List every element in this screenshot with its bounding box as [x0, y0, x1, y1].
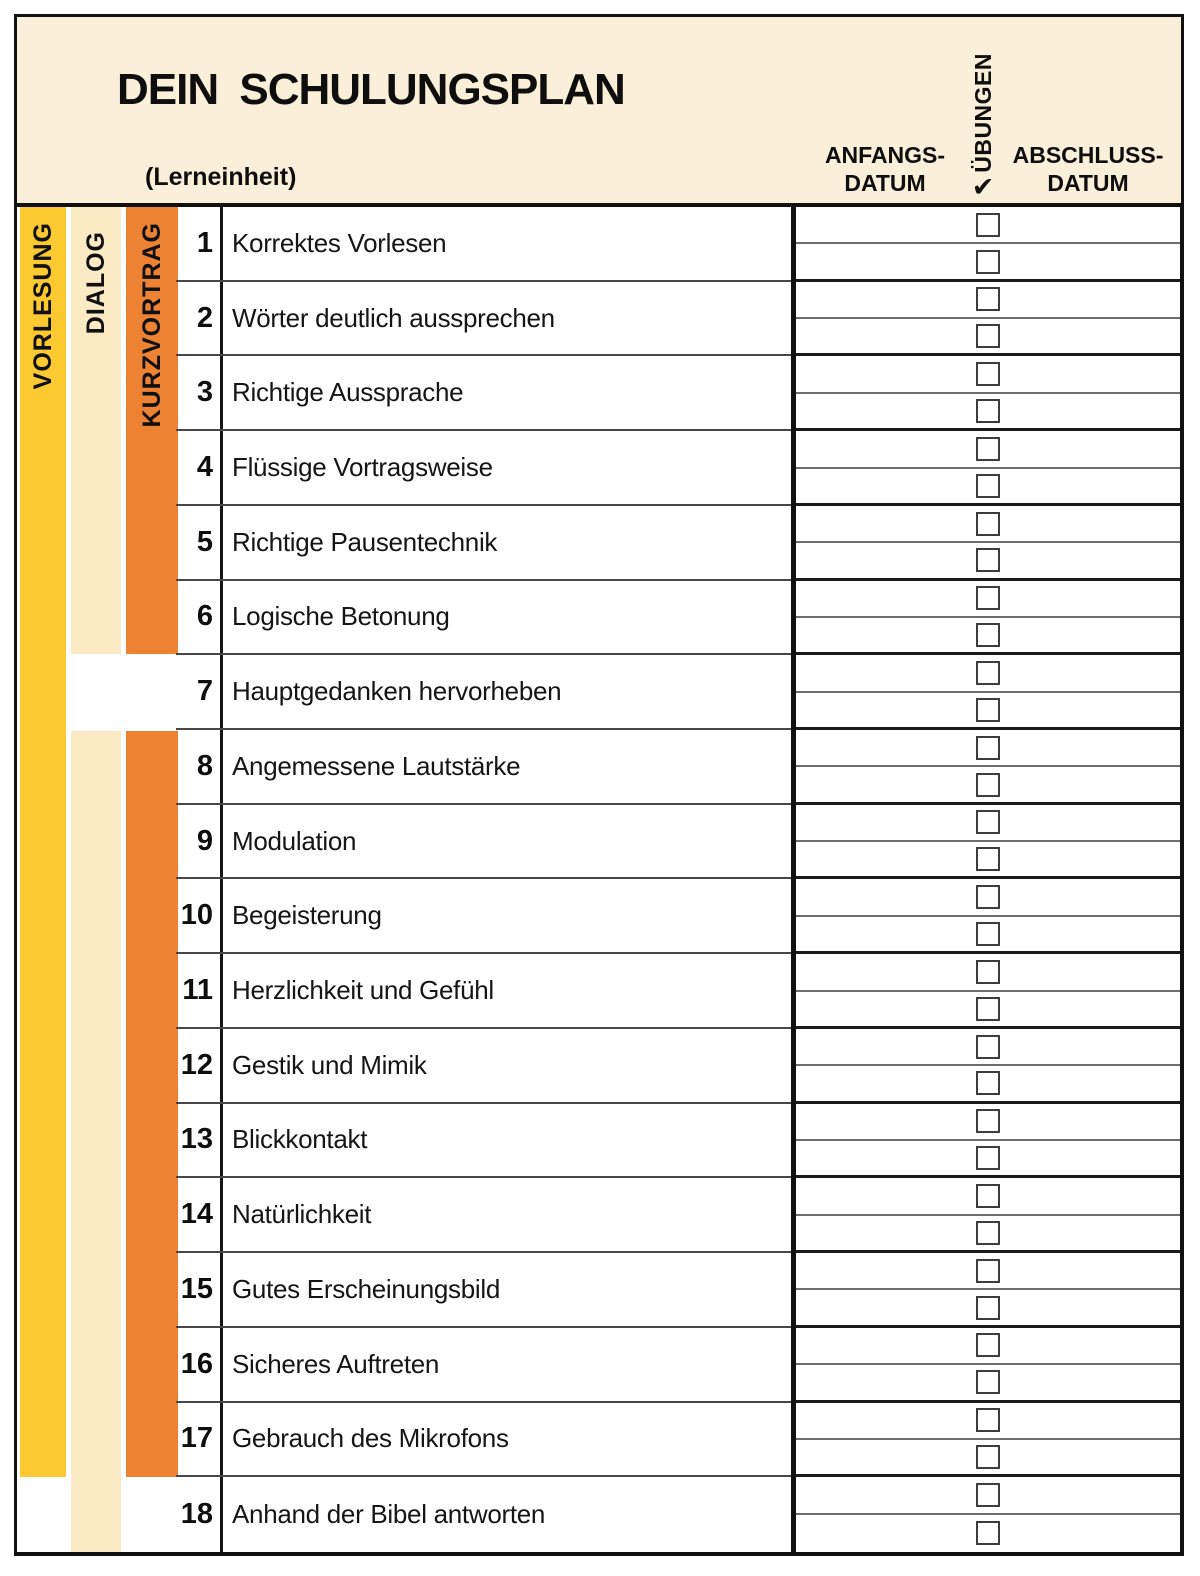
start-date-line2: DATUM	[844, 169, 926, 196]
table-row	[176, 1104, 791, 1179]
tracking-half-row	[796, 1141, 1180, 1178]
tracking-half-row	[796, 431, 1180, 468]
tracking-half-row	[796, 506, 1180, 543]
exercise-checkbox[interactable]	[976, 922, 1000, 946]
table-row	[176, 581, 791, 656]
lesson-label: Angemessene Lautstärke	[232, 750, 521, 781]
exercise-checkbox[interactable]	[976, 474, 1000, 498]
table-row	[176, 1477, 791, 1552]
exercise-checkbox[interactable]	[976, 810, 1000, 834]
exercise-checkbox[interactable]	[976, 1259, 1000, 1283]
lesson-label: Gebrauch des Mikrofons	[232, 1423, 509, 1454]
lesson-number: 15	[180, 1272, 213, 1305]
tracking-half-row	[796, 1253, 1180, 1290]
table-row	[176, 1403, 791, 1478]
exercise-checkbox[interactable]	[976, 698, 1000, 722]
exercise-checkbox[interactable]	[976, 885, 1000, 909]
end-date-line1: ABSCHLUSS-	[1012, 141, 1164, 168]
tracking-half-row	[796, 394, 1180, 431]
lesson-label: Herzlichkeit und Gefühl	[232, 975, 494, 1006]
exercise-checkbox[interactable]	[976, 586, 1000, 610]
exercises-label: ÜBUNGEN	[969, 53, 996, 173]
exercise-checkbox[interactable]	[976, 997, 1000, 1021]
exercise-checkbox[interactable]	[976, 437, 1000, 461]
lesson-label: Blickkontakt	[232, 1124, 368, 1155]
lesson-number: 16	[180, 1347, 213, 1380]
lesson-label: Hauptgedanken hervorheben	[232, 676, 562, 707]
tracking-half-row	[796, 618, 1180, 655]
lesson-number: 7	[196, 675, 213, 708]
lesson-label: Richtige Aussprache	[232, 377, 464, 408]
exercise-checkbox[interactable]	[976, 512, 1000, 536]
table-row	[176, 1178, 791, 1253]
table-row	[176, 655, 791, 730]
table-row	[176, 282, 791, 357]
tracking-half-row	[796, 954, 1180, 991]
tracking-half-row	[796, 842, 1180, 879]
category-label-kurzvortrag: KURZVORTRAG	[137, 222, 166, 428]
lessons-table	[14, 207, 796, 1556]
table-row	[176, 879, 791, 954]
tracking-half-row	[796, 356, 1180, 393]
exercise-checkbox[interactable]	[976, 960, 1000, 984]
header	[14, 14, 1184, 207]
exercise-checkbox[interactable]	[976, 1035, 1000, 1059]
subtitle-lerneinheit: (Lerneinheit)	[145, 163, 297, 191]
tracking-half-row	[796, 244, 1180, 281]
lesson-number: 9	[196, 824, 213, 857]
exercise-checkbox[interactable]	[976, 661, 1000, 685]
tracking-half-row	[796, 1477, 1180, 1514]
lesson-number: 2	[196, 301, 213, 334]
tracking-half-row	[796, 1066, 1180, 1103]
tracking-half-row	[796, 543, 1180, 580]
tracking-half-row	[796, 581, 1180, 618]
exercise-checkbox[interactable]	[976, 548, 1000, 572]
exercise-checkbox[interactable]	[976, 1221, 1000, 1245]
lesson-label: Flüssige Vortragsweise	[232, 452, 493, 483]
exercise-checkbox[interactable]	[976, 1333, 1000, 1357]
lesson-number: 6	[196, 600, 213, 633]
lesson-label: Anhand der Bibel antworten	[232, 1499, 546, 1530]
exercise-checkbox[interactable]	[976, 1521, 1000, 1545]
table-row	[176, 1253, 791, 1328]
tracking-half-row	[796, 319, 1180, 356]
exercise-checkbox[interactable]	[976, 399, 1000, 423]
tracking-half-row	[796, 805, 1180, 842]
exercise-checkbox[interactable]	[976, 287, 1000, 311]
end-date-line2: DATUM	[1047, 169, 1129, 196]
lesson-label: Richtige Pausentechnik	[232, 526, 498, 557]
exercise-checkbox[interactable]	[976, 773, 1000, 797]
tracking-half-row	[796, 693, 1180, 730]
tracking-half-row	[796, 282, 1180, 319]
exercise-checkbox[interactable]	[976, 847, 1000, 871]
tracking-half-row	[796, 1029, 1180, 1066]
column-header-start-date	[805, 141, 965, 197]
category-label-dialog: DIALOG	[81, 231, 110, 335]
lesson-label: Korrektes Vorlesen	[232, 227, 447, 258]
category-bar-kurzvortrag	[126, 207, 178, 654]
lesson-number: 17	[180, 1422, 213, 1455]
lesson-number: 10	[180, 899, 213, 932]
tracking-half-row	[796, 879, 1180, 916]
table-row	[176, 1029, 791, 1104]
table-row	[176, 506, 791, 581]
checkmark-icon: ✔	[971, 172, 995, 203]
table-row	[176, 954, 791, 1029]
exercise-checkbox[interactable]	[976, 250, 1000, 274]
table-row	[176, 730, 791, 805]
category-bar-dialog	[71, 207, 121, 654]
exercise-checkbox[interactable]	[976, 1184, 1000, 1208]
tracking-half-row	[796, 1328, 1180, 1365]
page-title: DEIN SCHULUNGSPLAN	[117, 65, 625, 114]
tracking-half-row	[796, 1216, 1180, 1253]
exercise-checkbox[interactable]	[976, 623, 1000, 647]
tracking-half-row	[796, 1290, 1180, 1327]
exercise-checkbox[interactable]	[976, 362, 1000, 386]
category-bar-vorlesung	[20, 207, 66, 1477]
tracking-half-row	[796, 1178, 1180, 1215]
lesson-label: Begeisterung	[232, 900, 382, 931]
exercise-checkbox[interactable]	[976, 1483, 1000, 1507]
lesson-number: 4	[196, 451, 213, 484]
tracking-half-row	[796, 1515, 1180, 1552]
lesson-label: Natürlichkeit	[232, 1199, 372, 1230]
exercise-checkbox[interactable]	[976, 1296, 1000, 1320]
exercise-checkbox[interactable]	[976, 1370, 1000, 1394]
table-row	[176, 431, 791, 506]
tracking-panel	[796, 207, 1184, 1556]
tracking-half-row	[796, 469, 1180, 506]
tracking-half-row	[796, 767, 1180, 804]
lesson-number: 14	[180, 1198, 213, 1231]
table-row	[176, 805, 791, 880]
lesson-number: 18	[180, 1498, 213, 1531]
tracking-half-row	[796, 655, 1180, 692]
rows	[176, 207, 791, 1552]
category-label-vorlesung: VORLESUNG	[28, 222, 57, 390]
tracking-half-row	[796, 917, 1180, 954]
lesson-number: 8	[196, 749, 213, 782]
lesson-number: 1	[196, 226, 213, 259]
lesson-label: Logische Betonung	[232, 601, 450, 632]
exercise-checkbox[interactable]	[976, 1146, 1000, 1170]
lesson-label: Gestik und Mimik	[232, 1049, 427, 1080]
lesson-label: Modulation	[232, 825, 357, 856]
lesson-label: Sicheres Auftreten	[232, 1348, 440, 1379]
lesson-number: 3	[196, 376, 213, 409]
start-date-line1: ANFANGS-	[824, 141, 946, 168]
exercise-checkbox[interactable]	[976, 736, 1000, 760]
lesson-label: Wörter deutlich aussprechen	[232, 302, 555, 333]
exercise-checkbox[interactable]	[976, 1445, 1000, 1469]
category-bar-kurzvortrag-lower	[126, 731, 178, 1477]
exercise-checkbox[interactable]	[976, 1109, 1000, 1133]
tracking-half-row	[796, 730, 1180, 767]
table-row	[176, 1328, 791, 1403]
tracking-half-row	[796, 1104, 1180, 1141]
tracking-half-row	[796, 992, 1180, 1029]
exercise-checkbox[interactable]	[976, 324, 1000, 348]
column-header-end-date	[1003, 141, 1173, 197]
lesson-number: 12	[180, 1048, 213, 1081]
table-row	[176, 207, 791, 282]
exercise-checkbox[interactable]	[976, 1071, 1000, 1095]
lesson-number: 13	[180, 1123, 213, 1156]
exercise-checkbox[interactable]	[976, 213, 1000, 237]
lesson-label: Gutes Erscheinungsbild	[232, 1273, 500, 1304]
table-row	[176, 356, 791, 431]
column-header-exercises	[961, 53, 1005, 201]
tracking-half-row	[796, 1365, 1180, 1402]
exercise-checkbox[interactable]	[976, 1408, 1000, 1432]
lesson-number: 11	[182, 974, 213, 1007]
tracking-half-row	[796, 207, 1180, 244]
tracking-half-row	[796, 1403, 1180, 1440]
category-bar-dialog-lower	[71, 731, 121, 1552]
tracking-half-row	[796, 1440, 1180, 1477]
lesson-number: 5	[196, 525, 213, 558]
